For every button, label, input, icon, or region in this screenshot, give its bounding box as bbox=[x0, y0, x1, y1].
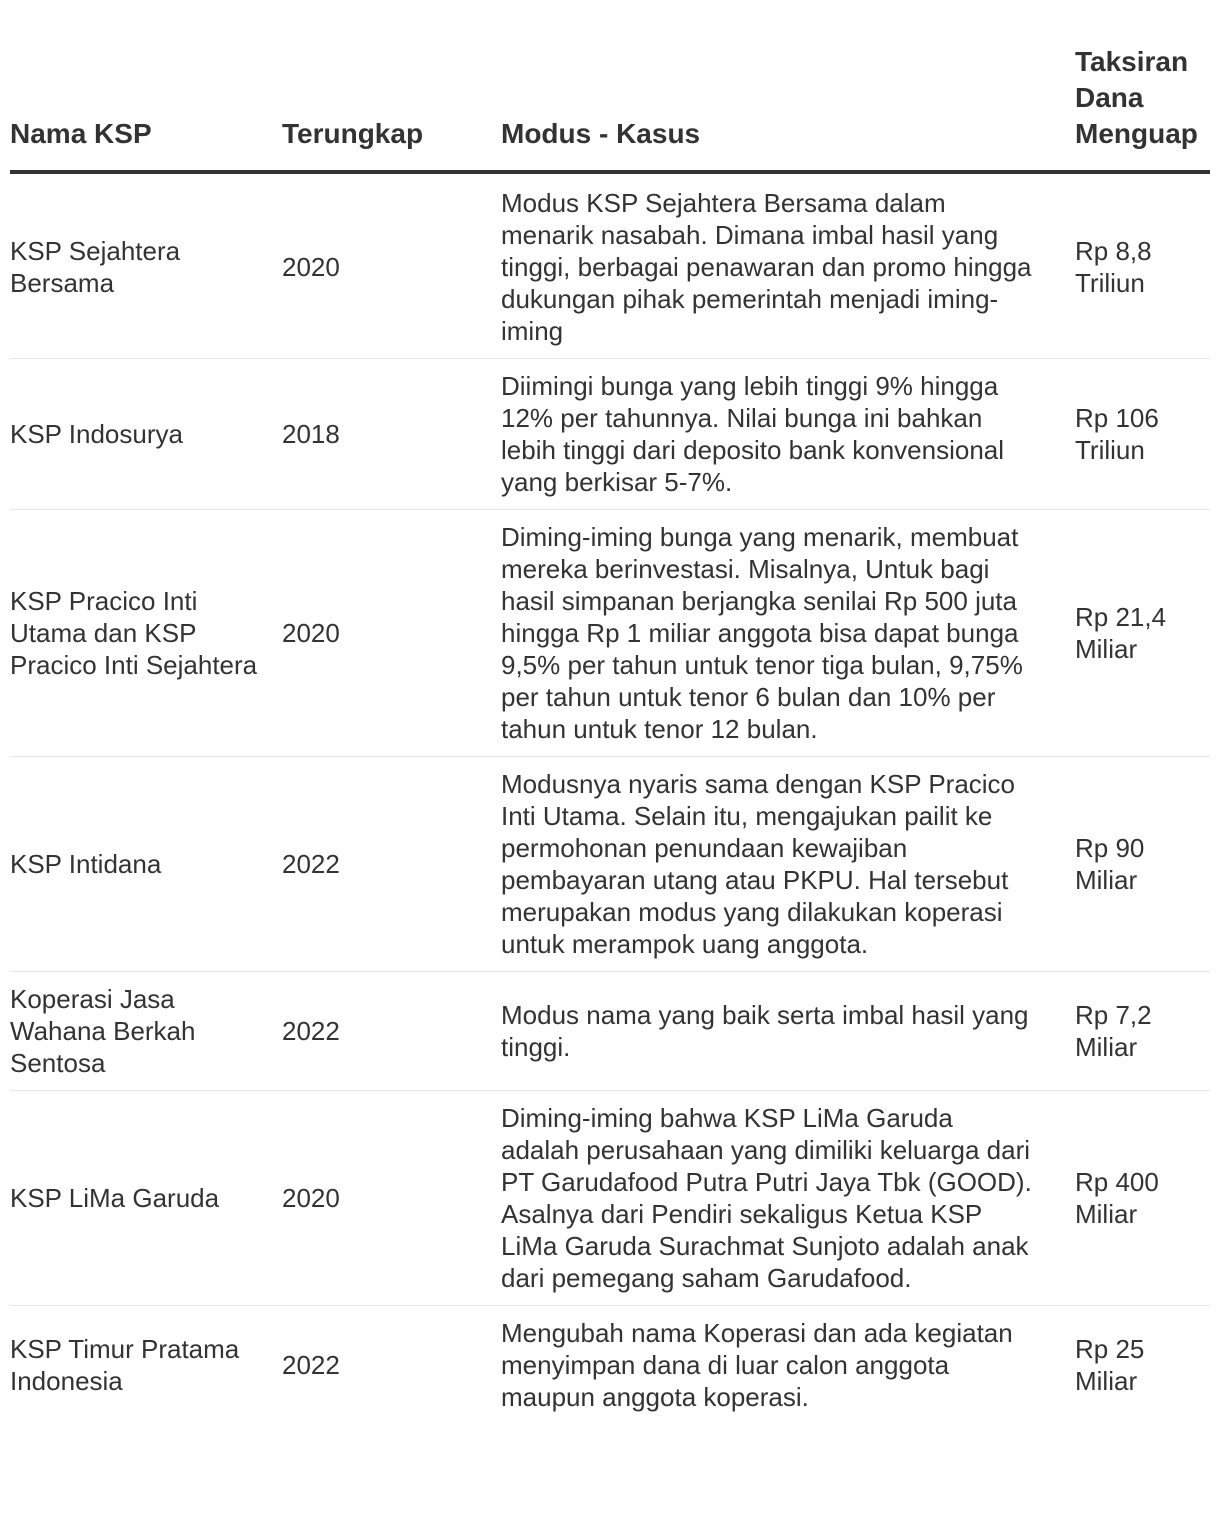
cell-year: 2018 bbox=[282, 359, 501, 510]
cell-mode: Diming-iming bahwa KSP LiMa Garuda adalah perusahaan yang dimiliki keluarga dari PT Garudafood Putra Putri Jaya Tbk (GOOD). Asalnya dari Pendiri sekaligus Ketua KSP LiMa Garuda Surachmat Sunjoto adalah anak dari pemegang saham Garudafood. bbox=[501, 1091, 1075, 1306]
header-mode: Modus - Kasus bbox=[501, 0, 1075, 172]
cell-name: Koperasi Jasa Wahana Berkah Sentosa bbox=[10, 972, 282, 1091]
table-row bbox=[10, 1306, 1210, 1425]
table-row bbox=[10, 172, 1210, 359]
cell-amount: Rp 7,2 Miliar bbox=[1075, 972, 1210, 1091]
table-row bbox=[10, 359, 1210, 510]
cell-mode: Mengubah nama Koperasi dan ada kegiatan menyimpan dana di luar calon anggota maupun anggota koperasi. bbox=[501, 1318, 1013, 1412]
cell-amount: Rp 90 Miliar bbox=[1075, 757, 1210, 972]
cell-name: KSP Indosurya bbox=[10, 359, 282, 510]
table-row bbox=[10, 972, 1210, 1091]
cell-amount: Rp 25 Miliar bbox=[1075, 1334, 1145, 1396]
ksp-table-container bbox=[10, 0, 1210, 1424]
cell-year: 2022 bbox=[282, 757, 501, 972]
table-row bbox=[10, 757, 1210, 972]
cell-mode: Modus KSP Sejahtera Bersama dalam menarik nasabah. Dimana imbal hasil yang tinggi, berbagai penawaran dan promo hingga dukungan pihak pemerintah menjadi iming-iming bbox=[501, 172, 1075, 359]
cell-mode: Diimingi bunga yang lebih tinggi 9% hingga 12% per tahunnya. Nilai bunga ini bahkan lebih tinggi dari deposito bank konvensional yang berkisar 5-7%. bbox=[501, 359, 1075, 510]
cell-year: 2022 bbox=[282, 1350, 340, 1380]
table-row bbox=[10, 1091, 1210, 1306]
cell-amount: Rp 106 Triliun bbox=[1075, 359, 1210, 510]
cell-name: KSP Sejahtera Bersama bbox=[10, 172, 282, 359]
cell-name: KSP Timur Pratama Indonesia bbox=[10, 1334, 240, 1396]
cell-amount: Rp 8,8 Triliun bbox=[1075, 172, 1210, 359]
cell-name: KSP LiMa Garuda bbox=[10, 1091, 282, 1306]
cell-year: 2022 bbox=[282, 972, 501, 1091]
cell-year: 2020 bbox=[282, 510, 501, 757]
table-row bbox=[10, 510, 1210, 757]
cell-name: KSP Intidana bbox=[10, 757, 282, 972]
cell-amount: Rp 21,4 Miliar bbox=[1075, 510, 1210, 757]
cell-year: 2020 bbox=[282, 1091, 501, 1306]
header-amount-line1: Taksiran bbox=[1075, 46, 1189, 77]
cell-year: 2020 bbox=[282, 172, 501, 359]
cell-amount: Rp 400 Miliar bbox=[1075, 1091, 1210, 1306]
cell-mode: Modus nama yang baik serta imbal hasil yang tinggi. bbox=[501, 972, 1075, 1091]
header-amount-line2: Dana bbox=[1075, 82, 1144, 113]
header-name: Nama KSP bbox=[10, 0, 282, 172]
table-header bbox=[10, 0, 1210, 172]
header-amount bbox=[1075, 0, 1210, 172]
ksp-fraud-table bbox=[10, 0, 1210, 1424]
cell-mode: Diming-iming bunga yang menarik, membuat mereka berinvestasi. Misalnya, Untuk bagi hasil simpanan berjangka senilai Rp 500 juta hingga Rp 1 miliar anggota bisa dapat bunga 9,5% per tahun untuk tenor tiga bulan, 9,75% per tahun untuk tenor 6 bulan dan 10% per tahun untuk tenor 12 bulan. bbox=[501, 510, 1075, 757]
cell-mode: Modusnya nyaris sama dengan KSP Pracico Inti Utama. Selain itu, mengajukan pailit ke permohonan penundaan kewajiban pembayaran utang atau PKPU. Hal tersebut merupakan modus yang dilakukan koperasi untuk merampok uang anggota. bbox=[501, 757, 1075, 972]
header-year: Terungkap bbox=[282, 0, 501, 172]
cell-name: KSP Pracico Inti Utama dan KSP Pracico Inti Sejahtera bbox=[10, 510, 282, 757]
header-amount-line3: Menguap bbox=[1075, 118, 1198, 149]
header-row bbox=[10, 0, 1210, 172]
table-body bbox=[10, 172, 1210, 1424]
